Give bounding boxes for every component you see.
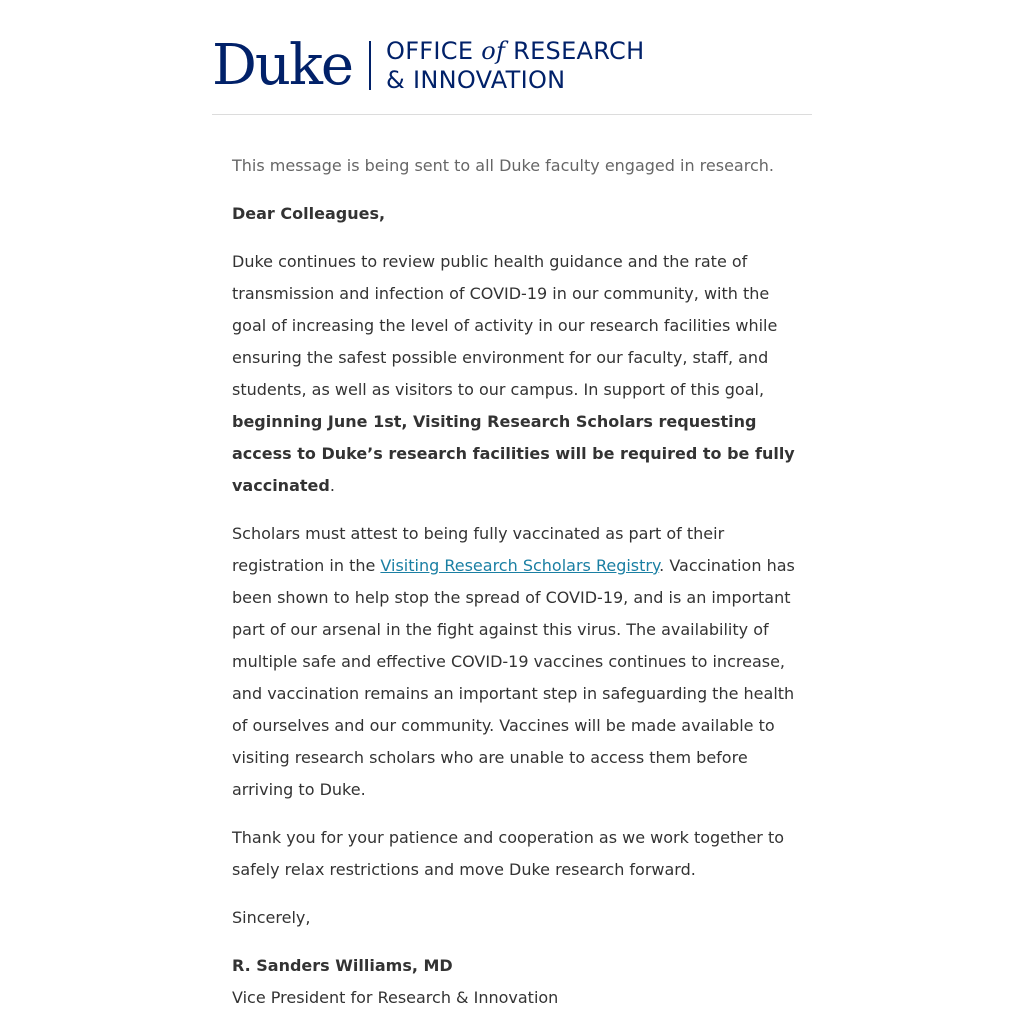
research-word: RESEARCH <box>505 37 645 65</box>
greeting: Dear Colleagues, <box>232 204 386 223</box>
paragraph-2-post: . Vaccination has been shown to help stop the spread of COVID-19, and is an important part of our arsenal in the fight against this virus. The availability of multiple safe and effective COVID-19 vaccines continues to increase, and vaccination remains an important step in safeguarding the health of ourselves and our community. Vaccines will be made available to visiting research scholars who are unable to access them before arriving to Duke. <box>232 556 795 799</box>
of-word: of <box>481 37 506 65</box>
paragraph-1-end: . <box>329 476 335 495</box>
paragraph-1-bold: beginning June 1st, Visiting Research Scholars requesting access to Duke’s research facilities will be required to be fully vaccinated <box>232 412 795 495</box>
registry-link[interactable]: Visiting Research Scholars Registry <box>380 556 660 575</box>
duke-logo: Duke <box>212 33 353 98</box>
office-word: OFFICE <box>386 37 482 65</box>
office-title <box>386 37 644 95</box>
office-title-line2: & INNOVATION <box>386 66 566 94</box>
signer-title: Vice President for Research & Innovation <box>232 988 559 1007</box>
paragraph-3: Thank you for your patience and cooperation as we work together to safely relax restrictions and move Duke research forward. <box>232 828 785 879</box>
signature <box>232 950 796 1014</box>
email-header <box>212 34 812 115</box>
paragraph-1-text: Duke continues to review public health guidance and the rate of transmission and infection of COVID-19 in our community, with the goal of increasing the level of activity in our research facilities while ensuring the safest possible environment for our faculty, staff, and students, as well as visitors to our campus. In support of this goal, <box>232 252 778 399</box>
paragraph-2 <box>232 518 796 806</box>
message-body <box>232 150 796 1024</box>
office-title-line1 <box>386 37 644 66</box>
logo-divider <box>369 41 371 90</box>
signer-name: R. Sanders Williams, MD <box>232 956 453 975</box>
paragraph-2-pre: Scholars must attest to being fully vaccinated as part of their registration in the <box>232 524 725 575</box>
intro-text: This message is being sent to all Duke faculty engaged in research. <box>232 156 774 175</box>
closing: Sincerely, <box>232 908 311 927</box>
paragraph-1 <box>232 246 796 502</box>
